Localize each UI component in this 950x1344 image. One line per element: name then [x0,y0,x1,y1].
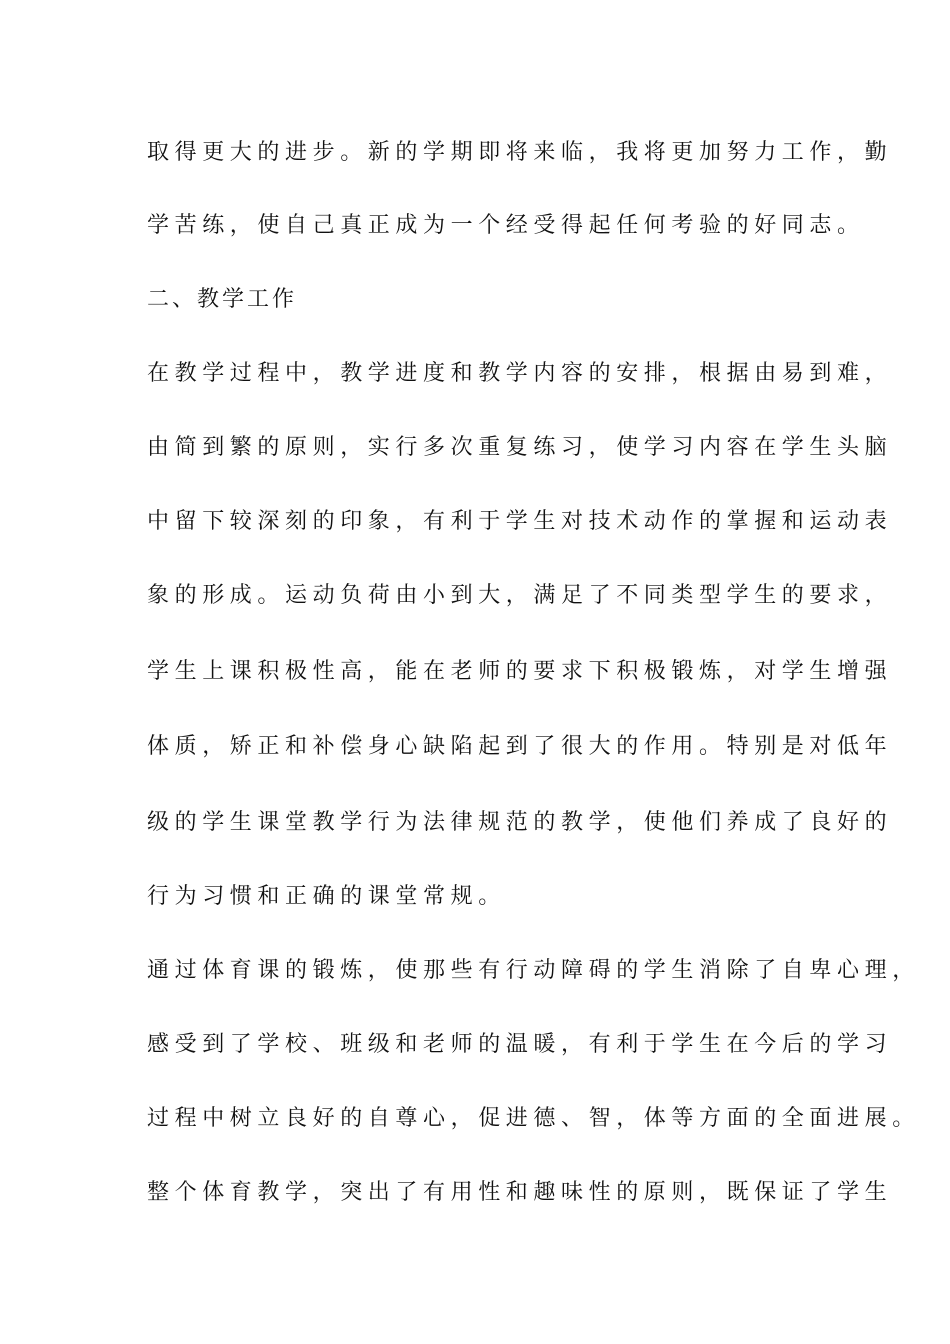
text-line: 感受到了学校、班级和老师的温暖，有利于学生在今后的学习 [147,1032,893,1057]
text-line: 中留下较深刻的印象，有利于学生对技术动作的掌握和运动表 [147,509,893,534]
text-line: 在教学过程中，教学进度和教学内容的安排，根据由易到难， [147,361,893,386]
text-line: 象的形成。运动负荷由小到大，满足了不同类型学生的要求， [147,583,893,608]
text-line: 过程中树立良好的自尊心，促进德、智，体等方面的全面进展。 [147,1106,920,1131]
text-line: 整个体育教学，突出了有用性和趣味性的原则，既保证了学生 [147,1180,893,1205]
text-line: 行为习惯和正确的课堂常规。 [147,884,506,909]
text-line: 级的学生课堂教学行为法律规范的教学，使他们养成了良好的 [147,810,893,835]
text-line: 由简到繁的原则，实行多次重复练习，使学习内容在学生头脑 [147,435,893,460]
text-line: 通过体育课的锻炼，使那些有行动障碍的学生消除了自卑心理， [147,958,920,983]
text-line: 学苦练，使自己真正成为一个经受得起任何考验的好同志。 [147,213,865,238]
text-line: 取得更大的进步。新的学期即将来临，我将更加努力工作，勤 [147,140,893,165]
text-line: 学生上课积极性高，能在老师的要求下积极锻炼，对学生增强 [147,659,893,684]
section-heading: 二、教学工作 [147,287,298,312]
text-line: 体质，矫正和补偿身心缺陷起到了很大的作用。特别是对低年 [147,734,893,759]
